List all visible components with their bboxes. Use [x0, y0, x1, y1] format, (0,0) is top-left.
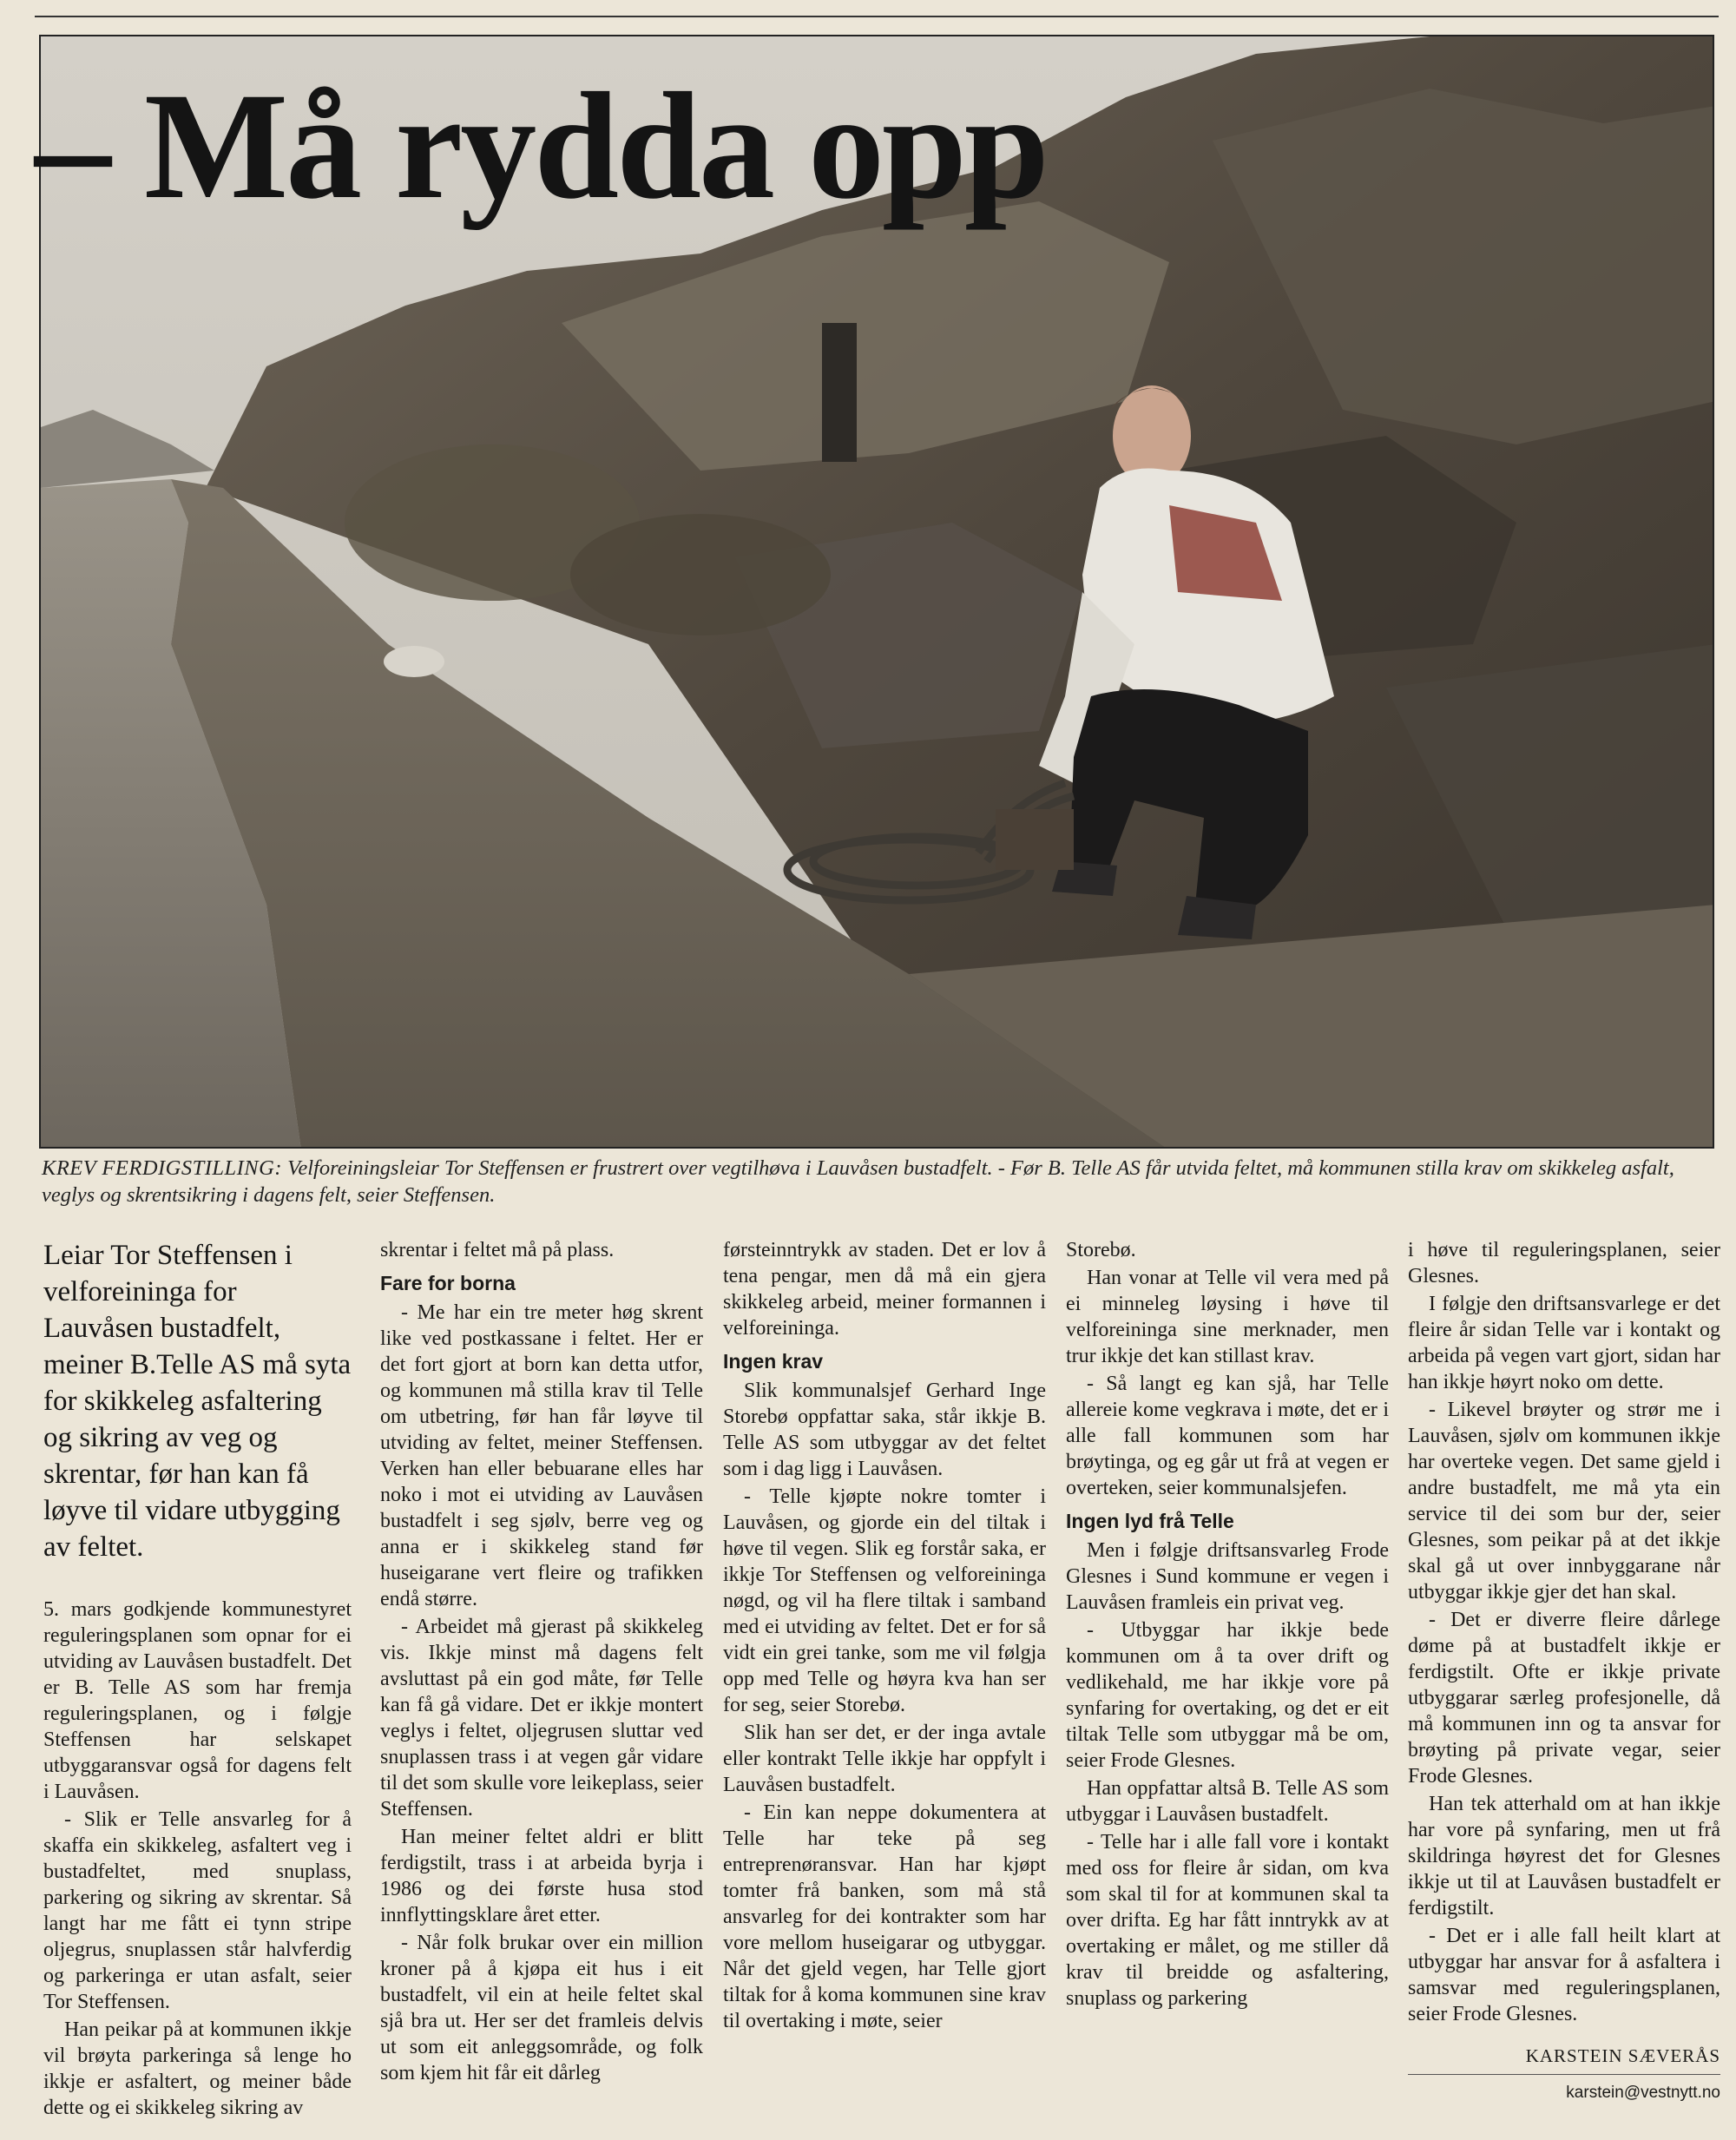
column-5: [1408, 1237, 1720, 2106]
body-paragraph: Han oppfattar altså B. Telle AS som utbyggar i Lauvåsen bustadfelt.: [1066, 1777, 1389, 1826]
body-paragraph: I følgje den driftsansvarlege er det fleire år sidan Telle var i kontakt og arbeida på vegen vart gjort, sidan har han ikkje høyrt noko om dette.: [1408, 1293, 1720, 1393]
subheading: Ingen krav: [723, 1350, 824, 1373]
photo-caption: [42, 1155, 1713, 1208]
body-paragraph: Han meiner feltet aldri er blitt ferdigstilt, trass i at arbeida byrja i 1986 og dei første husa stod innflyttingsklare året etter.: [380, 1826, 703, 1926]
body-paragraph: - Me har ein tre meter høg skrent like ved postkassane i feltet. Her er det fort gjort at born kan detta utfor, og kommunen må stilla krav til Telle om utbetring, før han får løyve til utviding av feltet, meiner Steffensen. Verken han eller bebuarane elles har noko i mot ei utviding av Lauvåsen bustadfelt i seg sjølv, berre veg og anna er i skikkeleg stand før huseigarane vert fleire og trafikken endå større.: [380, 1301, 703, 1610]
body-paragraph: 5. mars godkjende kommunestyret reguleringsplanen som opnar for ei utviding av Lauvåsen bustadfelt. Det er B. Telle AS som har fremja reguleringsplanen, og i følgje Steffensen har selskapet utbyggaransvar også for dagens felt i Lauvåsen.: [43, 1598, 352, 1803]
column-2: [380, 1237, 703, 2088]
body-paragraph: - Det er i alle fall heilt klart at utbyggar har ansvar for å asfaltera i samsvar med reguleringsplanen, seier Frode Glesnes.: [1408, 1925, 1720, 2025]
caption-text: Velforeiningsleiar Tor Steffensen er frustrert over vegtilhøva i Lauvåsen bustadfelt. - Før B. Telle AS får utvida feltet, må kommunen stilla krav om skikkeleg asfalt, veglys og skrentsikring i dagens felt, seier Steffensen.: [42, 1156, 1674, 1207]
body-paragraph: Han vonar at Telle vil vera med på ei minneleg løysing i høve til velforeininga sine merknader, men trur ikkje det kan stillast krav.: [1066, 1267, 1389, 1367]
body-paragraph: - Ein kan neppe dokumentera at Telle har teke på seg entreprenøransvar. Han har kjøpt tomter frå banken, som må stå ansvarleg for dei kontrakter som har vore mellom huseigarar og utbyggar. Når det gjeld vegen, har Telle gjort tiltak for å koma kommunen sine krav til overtaking i møte, seier: [723, 1801, 1046, 2032]
column-3: [723, 1237, 1046, 2036]
subheading: Fare for borna: [380, 1272, 516, 1294]
body-paragraph: Men i følgje driftsansvarleg Frode Glesnes i Sund kommune er vegen i Lauvåsen framleis ein privat veg.: [1066, 1539, 1389, 1614]
column-4: [1066, 1237, 1389, 2013]
body-paragraph: i høve til reguleringsplanen, seier Glesnes.: [1408, 1239, 1720, 1287]
body-paragraph: Slik han ser det, er der inga avtale eller kontrakt Telle ikkje har oppfylt i Lauvåsen bustadfelt.: [723, 1722, 1046, 1796]
body-paragraph: - Arbeidet må gjerast på skikkeleg vis. Ikkje minst må dagens felt avsluttast på ein god måte, før Telle kan få gå vidare. Det er ikkje montert veglys i feltet, oljegrusen sluttar ved snuplassen trass i at vegen går vidare til det som skulle vore leikeplass, seier Steffensen.: [380, 1616, 703, 1821]
body-paragraph: Han peikar på at kommunen ikkje vil brøyta parkeringa så lenge ho ikkje er asfaltert, og meiner både dette og ei skikkeleg sikring av: [43, 2018, 352, 2119]
body-paragraph: - Utbyggar har ikkje bede kommunen om å ta over drift og vedlikehald, me har ikkje vore på synfaring for overtaking, og det er eit tiltak Telle som utbyggar må be om, seier Frode Glesnes.: [1066, 1619, 1389, 1772]
headline: – Må rydda opp: [35, 62, 1047, 231]
body-paragraph: - Likevel brøyter og strør me i Lauvåsen, sjølv om kommunen ikkje har overteke vegen. Det same gjeld i andre bustadfelt, me må yta ein service til dei som bur der, seier Glesnes, som peikar på at det ikkje skal gå ut over innbyggarane når utbyggar ikkje gjer det han skal.: [1408, 1399, 1720, 1603]
body-paragraph: Han tek atterhald om at han ikkje har vore på synfaring, men ut frå skildringa høyrest det for Glesnes ikkje ut til at Lauvåsen bustadfelt er ferdigstilt.: [1408, 1793, 1720, 1919]
byline: KARSTEIN SÆVERÅS: [1408, 2043, 1720, 2075]
body-paragraph: Storebø.: [1066, 1239, 1136, 1261]
body-paragraph: - Så langt eg kan sjå, har Telle allereie kome vegkrava i møte, det er i alle fall kommunen som har brøytinga, og eg går ut frå at vegen er overteken, seier kommunalsjefen.: [1066, 1373, 1389, 1499]
column-1: [43, 1237, 352, 2123]
body-paragraph: - Telle har i alle fall vore i kontakt med oss for fleire år sidan, om kva som skal til for at kommunen skal ta over drifta. Eg har fått inntrykk av at overtaking er målet, og me stiller då krav til breidde og asfaltering, snuplass og parkering: [1066, 1831, 1389, 2010]
body-paragraph: - Det er diverre fleire dårlege døme på at bustadfelt ikkje er ferdigstilt. Ofte er ikkje private utbyggarar særleg profesjonelle, då må kommunen inn og ta ansvar for brøyting på private vegar, seier Frode Glesnes.: [1408, 1609, 1720, 1788]
body-paragraph: Slik kommunalsjef Gerhard Inge Storebø oppfattar saka, står ikkje B. Telle AS som utbyggar av det feltet som i dag ligg i Lauvåsen.: [723, 1379, 1046, 1480]
body-paragraph: - Telle kjøpte nokre tomter i Lauvåsen, og gjorde ein del tiltak i høve til vegen. Slik eg forstår saka, er ikkje Tor Steffensen og velforeininga nøgd, og vil ha flere tiltak i samband med ei utviding av feltet. Det er for så vidt ein grei tanke, som me vil følgja opp med Telle og høyra kva han ser for seg, seier Storebø.: [723, 1485, 1046, 1716]
author-email: karstein@vestnytt.no: [1566, 2084, 1720, 2102]
lead-paragraph: Leiar Tor Steffensen i velforeininga for Lauvåsen bustadfelt, meiner B.Telle AS må syta for skikkeleg asfaltering og sikring av veg og skrentar, før han kan få løyve til vidare utbygging av feltet.: [43, 1240, 352, 1563]
caption-label: KREV FERDIGSTILLING:: [42, 1156, 282, 1180]
subheading: Ingen lyd frå Telle: [1066, 1510, 1234, 1532]
body-paragraph: skrentar i feltet må på plass.: [380, 1239, 615, 1261]
body-paragraph: - Slik er Telle ansvarleg for å skaffa ein skikkeleg, asfaltert veg i bustadfeltet, med snuplass, parkering og sikring av skrentar. Så langt har me fått ei tynn stripe oljegrus, snuplassen står halvferdig og parkeringa er utan asfalt, seier Tor Steffensen.: [43, 1808, 352, 2013]
body-paragraph: førsteinntrykk av staden. Det er lov å tena pengar, men då må ein gjera skikkeleg arbeid, meiner formannen i velforeininga.: [723, 1239, 1046, 1340]
top-rule: [35, 16, 1719, 17]
body-paragraph: - Når folk brukar over ein million kroner på å kjøpa eit hus i eit bustadfelt, vil ein at heile feltet skal sjå bra ut. Her ser det framleis delvis ut som eit anleggsområde, og folk som kjem hit får eit dårleg: [380, 1932, 703, 2084]
